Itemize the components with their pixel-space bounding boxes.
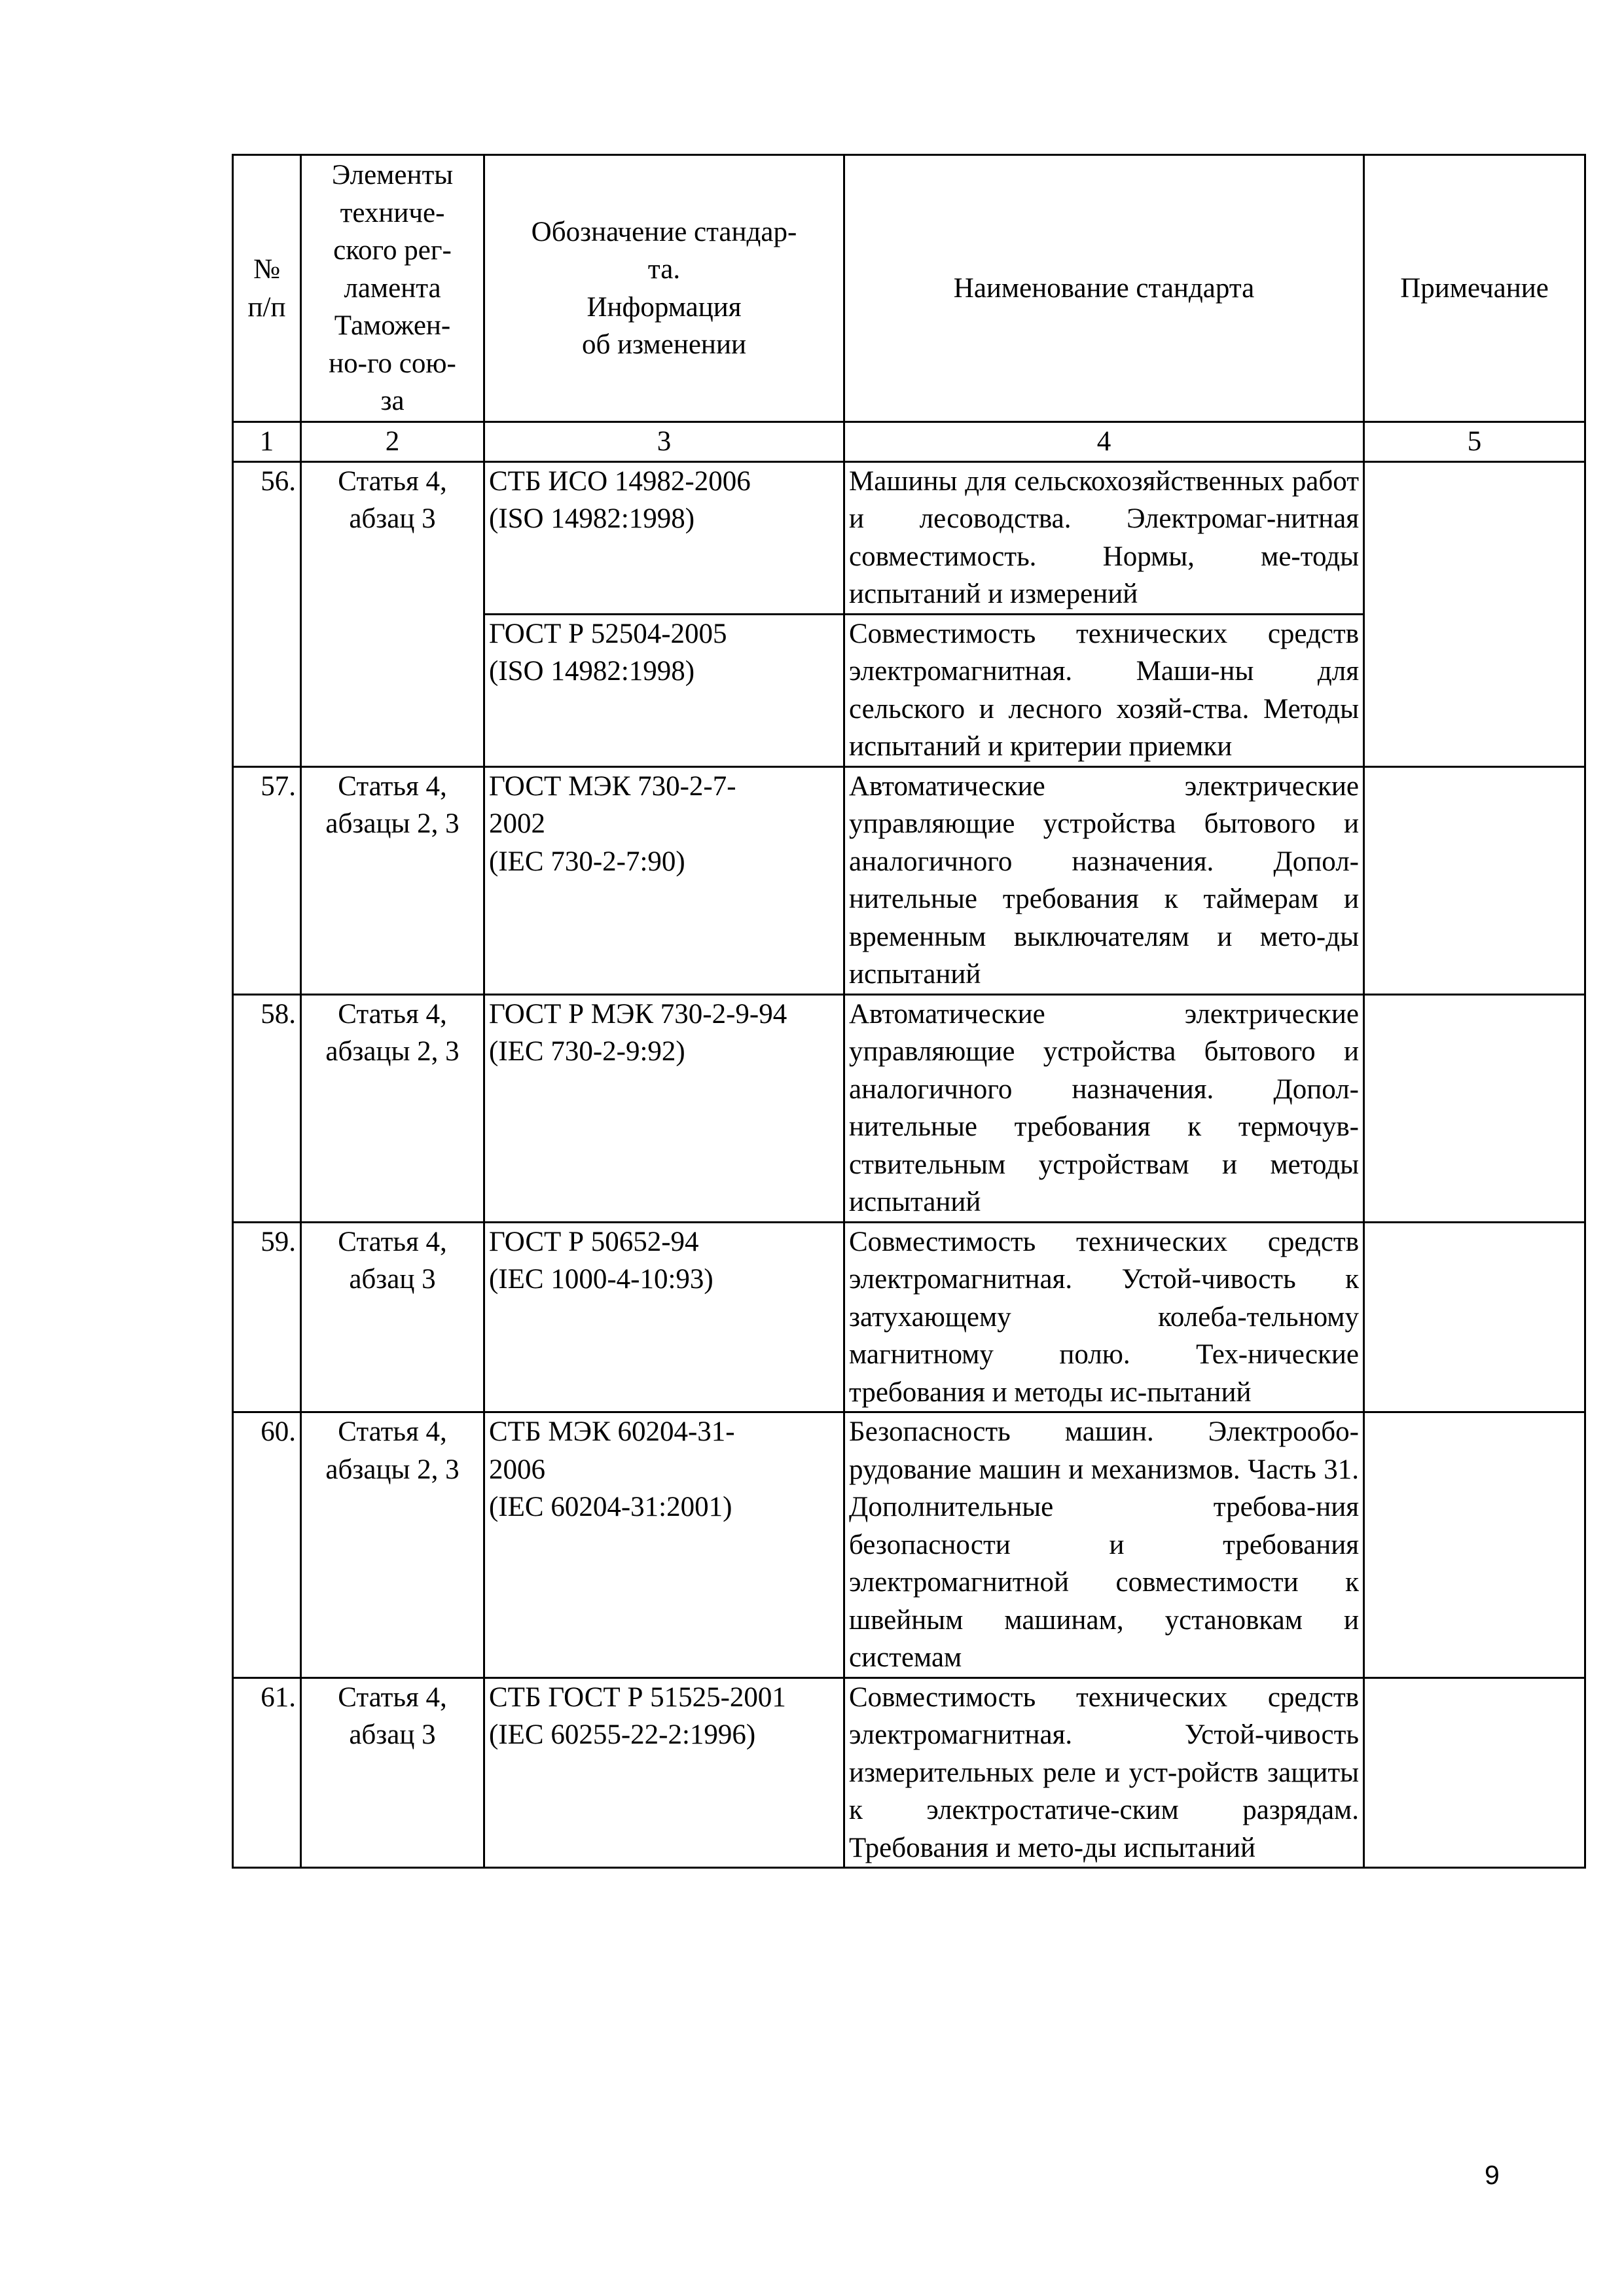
header-elements: Элементы техниче- ского рег- ламента Таможен- но-го сою- за [301, 155, 484, 422]
row-element: Статья 4, абзацы 2, 3 [301, 1412, 484, 1678]
row-note [1364, 1222, 1585, 1412]
row-standard-name: Совместимость технических средств электромагнитная. Маши-ны для сельского и лесного хозяй-ства. Методы испытаний и критерии приемки [844, 614, 1364, 766]
row-designation: СТБ МЭК 60204-31- 2006 (IEC 60204-31:2001) [484, 1412, 844, 1678]
row-note [1364, 994, 1585, 1222]
row-note [1364, 766, 1585, 994]
row-designation: ГОСТ Р 50652-94 (IEC 1000-4-10:93) [484, 1222, 844, 1412]
table-row [233, 461, 1585, 614]
row-element: Статья 4, абзац 3 [301, 1222, 484, 1412]
row-designation: ГОСТ МЭК 730-2-7- 2002 (IEC 730-2-7:90) [484, 766, 844, 994]
row-element: Статья 4, абзацы 2, 3 [301, 994, 484, 1222]
column-number: 2 [301, 422, 484, 462]
page-number: 9 [1485, 2160, 1500, 2190]
row-note [1364, 1412, 1585, 1678]
row-number: 61. [233, 1677, 301, 1868]
header-name: Наименование стандарта [844, 155, 1364, 422]
row-designation: ГОСТ Р 52504-2005 (ISO 14982:1998) [484, 614, 844, 766]
column-number: 4 [844, 422, 1364, 462]
row-designation: ГОСТ Р МЭК 730-2-9-94 (IEC 730-2-9:92) [484, 994, 844, 1222]
column-number: 1 [233, 422, 301, 462]
row-element: Статья 4, абзацы 2, 3 [301, 766, 484, 994]
row-standard-name: Машины для сельскохозяйственных работ и лесоводства. Электромаг-нитная совместимость. Нормы, ме-тоды испытаний и измерений [844, 461, 1364, 614]
table-row [233, 1677, 1585, 1868]
row-standard-name: Совместимость технических средств электромагнитная. Устой-чивость измерительных реле и уст-ройств защиты к электростатиче-ским разрядам. Требования и мето-ды испытаний [844, 1677, 1364, 1868]
column-number: 3 [484, 422, 844, 462]
header-designation: Обозначение стандар- та. Информация об изменении [484, 155, 844, 422]
row-standard-name: Совместимость технических средств электромагнитная. Устой-чивость к затухающему колеба-тельному магнитному полю. Тех-нические требования и методы ис-пытаний [844, 1222, 1364, 1412]
row-note [1364, 461, 1585, 766]
header-note: Примечание [1364, 155, 1585, 422]
standards-table [232, 154, 1586, 1869]
row-number: 58. [233, 994, 301, 1222]
column-number: 5 [1364, 422, 1585, 462]
row-element: Статья 4, абзац 3 [301, 1677, 484, 1868]
row-number: 59. [233, 1222, 301, 1412]
column-number-row [233, 422, 1585, 462]
table-row [233, 766, 1585, 994]
table-row [233, 1222, 1585, 1412]
row-designation: СТБ ИСО 14982-2006 (ISO 14982:1998) [484, 461, 844, 614]
row-standard-name: Автоматические электрические управляющие устройства бытового и аналогичного назначения. Допол-нительные требования к термочув-ствительным устройствам и методы испытаний [844, 994, 1364, 1222]
row-note [1364, 1677, 1585, 1868]
header-num: № п/п [233, 155, 301, 422]
row-number: 57. [233, 766, 301, 994]
row-number: 60. [233, 1412, 301, 1678]
row-designation: СТБ ГОСТ Р 51525-2001 (IEC 60255-22-2:1996) [484, 1677, 844, 1868]
row-element: Статья 4, абзац 3 [301, 461, 484, 766]
table-header-row [233, 155, 1585, 422]
table-row [233, 1412, 1585, 1678]
row-number: 56. [233, 461, 301, 766]
row-standard-name: Безопасность машин. Электрообо-рудование машин и механизмов. Часть 31. Дополнительные требова-ния безопасности и требования электромагнитной совместимости к швейным машинам, установкам и системам [844, 1412, 1364, 1678]
row-standard-name: Автоматические электрические управляющие устройства бытового и аналогичного назначения. Допол-нительные требования к таймерам и временным выключателям и мето-ды испытаний [844, 766, 1364, 994]
table-row [233, 994, 1585, 1222]
